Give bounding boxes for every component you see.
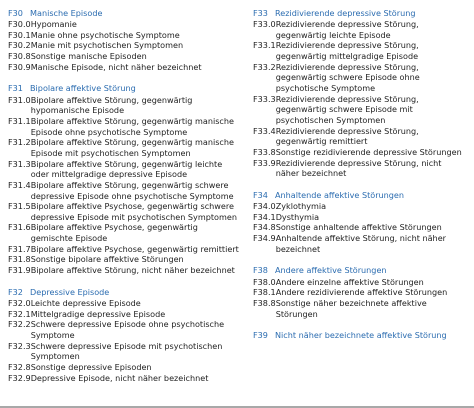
code-entry: [8, 116, 240, 137]
section-heading: [253, 330, 467, 341]
entry-code: F33.2: [253, 61, 276, 72]
entry-description: Schwere depressive Episode mit psychotischen Symptomen: [30, 340, 223, 362]
section-heading: [8, 83, 240, 94]
code-entry: [253, 62, 467, 94]
code-entry: [253, 94, 467, 126]
entry-description: Sonstige näher bezeichnete affektive Störungen: [275, 297, 427, 319]
section-f39: [253, 330, 467, 341]
entry-description: Sonstige manische Episoden: [30, 51, 147, 62]
code-entry: [8, 30, 240, 41]
section-title: Depressive Episode: [30, 286, 110, 297]
code-entry: [8, 19, 240, 30]
entry-code: F30.8: [8, 51, 31, 62]
code-entry: [8, 373, 240, 384]
section-title: Manische Episode: [30, 8, 103, 18]
entry-description: Rezidivierende depressive Störung, gegenwärtig schwere Episode ohne psychotische Symptome: [275, 61, 420, 94]
entry-code: F31.2: [8, 137, 31, 148]
section-title: Nicht näher bezeichnete affektive Störung: [275, 330, 447, 341]
entry-code: F32.9: [8, 372, 31, 383]
entry-code: F38.0: [253, 276, 276, 287]
entry-code: F31.3: [8, 158, 31, 169]
entry-code: F30.2: [8, 40, 31, 51]
entry-description: Zyklothymia: [275, 201, 327, 212]
entry-description: Rezidivierende depressive Störung, gegenwärtig remittiert: [275, 125, 419, 147]
entry-description: Bipolare affektive Störung, gegenwärtig leichte oder mittelgradige depressive Episode: [30, 158, 223, 180]
code-entry: [8, 201, 240, 222]
code-entry: [253, 201, 467, 212]
section-heading: [253, 190, 467, 201]
entry-code: F33.9: [253, 157, 276, 168]
section-f31: [8, 83, 240, 275]
section-code: F31: [8, 83, 23, 94]
entry-code: F34.0: [253, 201, 276, 212]
section-f33: [253, 8, 467, 179]
entry-description: Mittelgradige depressive Episode: [30, 308, 166, 319]
code-entry: [8, 309, 240, 320]
section-title: Anhaltende affektive Störungen: [275, 190, 405, 200]
code-entry: [253, 287, 467, 298]
right-column: [253, 8, 467, 352]
code-entry: [8, 159, 240, 180]
entry-description: Bipolare affektive Störung, gegenwärtig manische Episode ohne psychotische Symptome: [30, 115, 234, 137]
entry-code: F34.1: [253, 211, 276, 222]
section-code: F38: [253, 265, 268, 276]
entry-description: Sonstige anhaltende affektive Störungen: [275, 222, 442, 233]
entry-code: F31.1: [8, 115, 31, 126]
code-entry: [8, 40, 240, 51]
section-heading: [8, 8, 240, 19]
entry-code: F32.2: [8, 319, 31, 330]
entry-description: Rezidivierende depressive Störung, gegenwärtig mittelgradige Episode: [275, 40, 419, 62]
entry-code: F31.4: [8, 179, 31, 190]
entry-code: F30.0: [8, 19, 31, 30]
code-entry: [253, 126, 467, 147]
code-entry: [8, 244, 240, 255]
entry-code: F33.1: [253, 40, 276, 51]
entry-code: F33.0: [253, 19, 276, 30]
left-column: [8, 8, 240, 394]
code-entry: [253, 19, 467, 40]
entry-description: Bipolare affektive Psychose, gegenwärtig schwere depressive Episode mit psychotischen Symptomen: [30, 201, 237, 222]
code-entry: [8, 62, 240, 73]
code-entry: [8, 137, 240, 158]
code-entry: [253, 233, 467, 254]
code-entry: [8, 222, 240, 243]
section-code: F33: [253, 8, 268, 18]
entry-code: F30.9: [8, 61, 31, 72]
entry-code: F31.8: [8, 254, 31, 265]
code-entry: [253, 212, 467, 223]
code-entry: [253, 277, 467, 288]
entry-code: F33.4: [253, 125, 276, 136]
entry-code: F32.0: [8, 297, 31, 308]
entry-description: Sonstige bipolare affektive Störungen: [30, 254, 184, 265]
entry-code: F33.3: [253, 93, 276, 104]
code-entry: [253, 158, 467, 179]
entry-description: Schwere depressive Episode ohne psychotische Symptome: [30, 319, 225, 340]
entry-description: Hypomanie: [30, 19, 77, 30]
entry-code: F38.8: [253, 297, 276, 308]
code-entry: [8, 265, 240, 276]
section-title: Bipolare affektive Störung: [30, 83, 136, 94]
entry-code: F38.1: [253, 287, 276, 298]
section-title: Rezidivierende depressive Störung: [275, 8, 416, 18]
code-entry: [253, 40, 467, 61]
entry-description: Dysthymia: [275, 211, 320, 222]
entry-code: F33.8: [253, 147, 276, 158]
section-code: F39: [253, 330, 268, 341]
section-heading: [8, 287, 240, 298]
entry-code: F32.3: [8, 340, 31, 351]
section-f34: [253, 190, 467, 254]
entry-code: F31.5: [8, 201, 31, 212]
entry-description: Manie ohne psychotische Symptome: [30, 29, 180, 40]
code-entry: [253, 222, 467, 233]
entry-code: F34.8: [253, 222, 276, 233]
entry-description: Andere einzelne affektive Störungen: [275, 276, 424, 287]
code-entry: [8, 51, 240, 62]
entry-description: Andere rezidivierende affektive Störungen: [275, 287, 448, 298]
entry-description: Manische Episode, nicht näher bezeichnet: [30, 61, 202, 72]
entry-code: F32.8: [8, 361, 31, 372]
entry-code: F31.6: [8, 222, 31, 233]
code-entry: [253, 147, 467, 158]
entry-code: F30.1: [8, 29, 31, 40]
section-heading: [253, 8, 467, 19]
entry-description: Rezidivierende depressive Störung, nicht näher bezeichnet: [275, 157, 442, 179]
entry-description: Rezidivierende depressive Störung, gegenwärtig schwere Episode mit psychotischen Symptomen: [275, 93, 419, 126]
entry-code: F32.1: [8, 308, 31, 319]
entry-description: Bipolare affektive Psychose, gegenwärtig remittiert: [30, 243, 239, 254]
code-entry: [8, 319, 240, 340]
section-code: F30: [8, 8, 23, 18]
entry-code: F31.9: [8, 265, 31, 276]
entry-description: Anhaltende affektive Störung, nicht näher bezeichnet: [275, 233, 446, 254]
code-entry: [8, 95, 240, 116]
entry-code: F34.9: [253, 233, 276, 244]
entry-description: Bipolare affektive Störung, gegenwärtig manische Episode mit psychotischen Symptomen: [30, 137, 234, 158]
entry-description: Depressive Episode, nicht näher bezeichnet: [30, 372, 209, 383]
section-code: F32: [8, 286, 23, 297]
entry-code: F31.7: [8, 243, 31, 254]
section-code: F34: [253, 190, 268, 200]
code-entry: [8, 362, 240, 373]
entry-description: Sonstige depressive Episoden: [30, 361, 152, 372]
entry-description: Manie mit psychotischen Symptomen: [30, 40, 184, 51]
entry-description: Bipolare affektive Störung, nicht näher bezeichnet: [30, 265, 235, 276]
section-heading: [253, 265, 467, 276]
code-entry: [8, 341, 240, 362]
entry-code: F31.0: [8, 94, 31, 105]
section-f30: [8, 8, 240, 72]
section-f32: [8, 287, 240, 383]
entry-description: Bipolare affektive Störung, gegenwärtig hypomanische Episode: [30, 94, 193, 116]
entry-description: Leichte depressive Episode: [30, 297, 141, 308]
section-title: Andere affektive Störungen: [275, 265, 387, 276]
section-f38: [253, 265, 467, 319]
code-entry: [8, 298, 240, 309]
entry-description: Bipolare affektive Störung, gegenwärtig schwere depressive Episode ohne psychotische Symptome: [30, 179, 234, 201]
entry-description: Rezidivierende depressive Störung, gegenwärtig leichte Episode: [275, 19, 419, 40]
entry-description: Bipolare affektive Psychose, gegenwärtig gemischte Episode: [30, 222, 198, 244]
code-entry: [253, 298, 467, 319]
entry-description: Sonstige rezidivierende depressive Störungen: [275, 147, 462, 158]
code-entry: [8, 254, 240, 265]
code-entry: [8, 180, 240, 201]
